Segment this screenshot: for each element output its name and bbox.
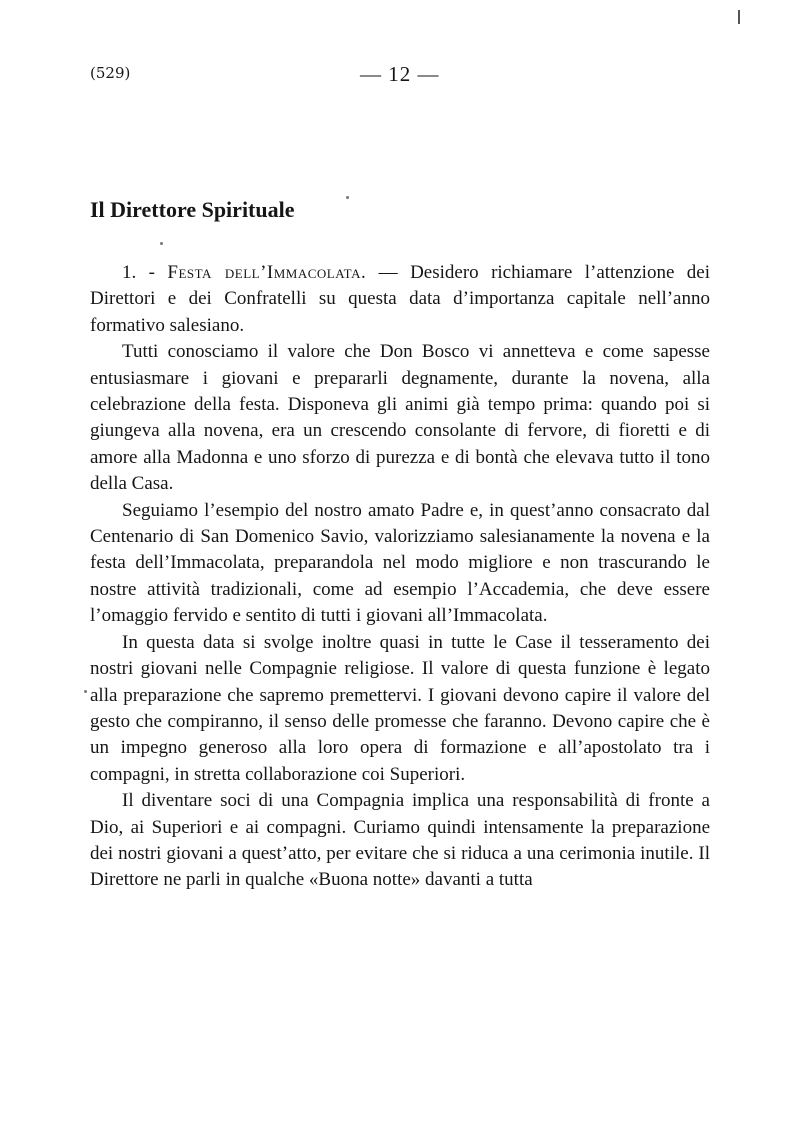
paragraph-1	[90, 260, 710, 339]
paragraph-3: Seguiamo l’esempio del nostro amato Padre e, in quest’anno consacrato dal Centenario di San Domenico Savio, valorizziamo salesianamente la novena e la festa dell’Immacolata, preparandola nel modo migliore e non trascurando le nostre attività tradizionali, come ad esempio l’Accademia, che deve essere l’omaggio fervido e sentito di tutti i giovani all’Immacolata.	[90, 499, 710, 627]
section-title: Il Direttore Spirituale	[90, 197, 295, 222]
paragraph-number: 1. -	[122, 262, 168, 283]
paragraph-text: — Desidero richiamare l’attenzione dei Direttori e dei Confratelli su questa data d’importanza capitale nell’anno formativo salesiano.	[90, 262, 711, 336]
scan-speck	[346, 196, 349, 199]
scan-speck	[84, 690, 87, 693]
page-header	[90, 62, 710, 86]
body-text	[90, 260, 710, 894]
page-code: (529)	[90, 64, 131, 82]
paragraph-2: Tutti conosciamo il valore che Don Bosco vi annetteva e come sapesse entusiasmare i giovani e prepararli degnamente, durante la novena, alla celebrazione della festa. Disponeva gli animi già tempo prima: quando poi si giungeva alla novena, era un crescendo consolante di fervore, di fioretti e di amore alla Madonna e uno sforzo di purezza e di bontà che elevava tutto il tono della Casa.	[90, 341, 710, 495]
scan-mark	[738, 10, 740, 24]
paragraph-5: Il diventare soci di una Compagnia implica una responsabilità di fronte a Dio, ai Superiori e ai compagni. Curiamo quindi intensamente la preparazione dei nostri giovani a quest’atto, per evitare che si riduca a una cerimonia inutile. Il Direttore ne parli in qualche «Buona notte» davanti a tutta	[90, 790, 710, 891]
paragraph-4: In questa data si svolge inoltre quasi in tutte le Case il tesseramento dei nostri giovani nelle Compagnie religiose. Il valore di questa funzione è legato alla preparazione che sapremo premettervi. I giovani devono capire il valore del gesto che compiranno, il senso delle promesse che faranno. Devono capire che è un impegno generoso alla loro opera di formazione e all’apostolato tra i compagni, in stretta collaborazione coi Superiori.	[90, 631, 710, 785]
paragraph-heading: Festa dell’Immacolata.	[167, 262, 367, 283]
scan-speck	[160, 242, 163, 245]
page-number: — 12 —	[360, 62, 440, 86]
